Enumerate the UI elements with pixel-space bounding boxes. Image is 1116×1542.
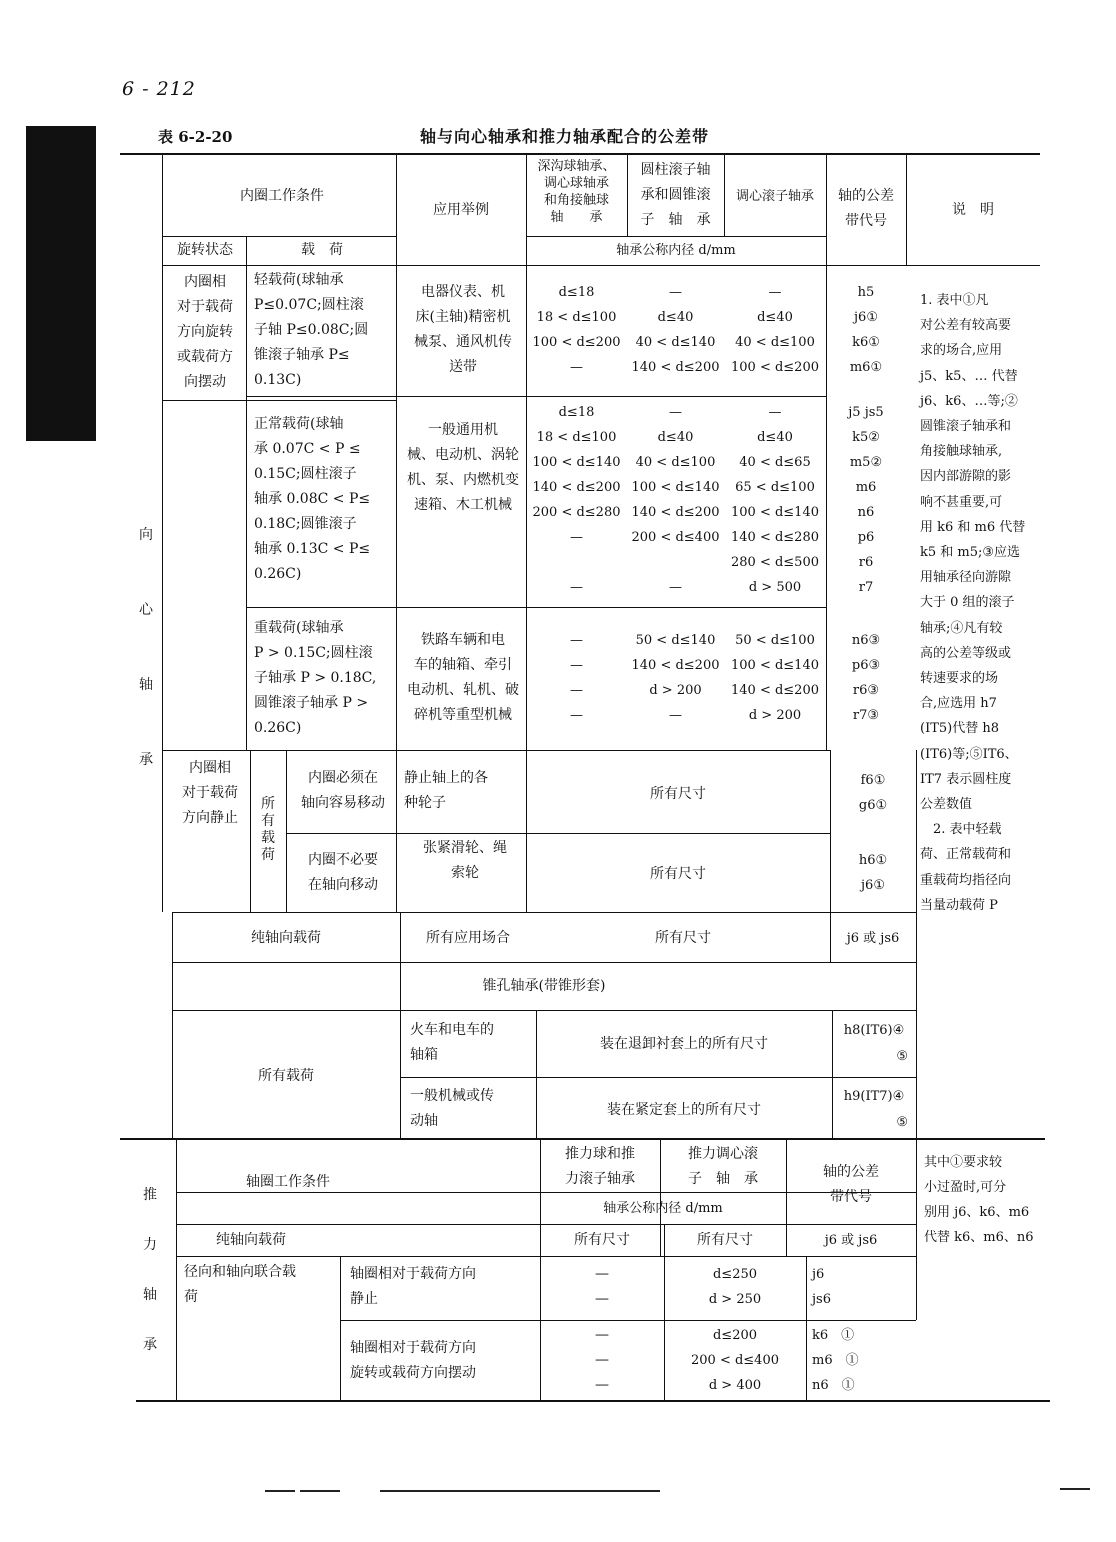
header-notes: 说 明 — [952, 202, 994, 218]
thrust-header-col-ball: 力滚子轴承 — [565, 1171, 635, 1187]
heavy-load-description: P > 0.15C;圆柱滚 — [254, 645, 373, 661]
stationary-move-condition: 内圈必须在 — [308, 770, 378, 786]
stationary-nomove-condition: 在轴向移动 — [308, 877, 378, 893]
rotating-state-label: 对于载荷 — [177, 299, 233, 315]
heavy-tolerance-codes: r6③ — [852, 683, 880, 698]
heavy-load-description: 子轴承 P > 0.18C, — [254, 670, 377, 686]
heavy-load-application: 碎机等重型机械 — [414, 707, 512, 723]
normal-spherical-range: 40 < d≤65 — [739, 455, 811, 470]
radial-notes: 响不甚重要,可 — [920, 494, 1003, 510]
radial-notes: 因内部游隙的影 — [920, 469, 1012, 485]
light-tolerance-codes: m6① — [849, 360, 883, 375]
normal-tolerance-codes: p6 — [857, 530, 875, 545]
thrust-stationary-ball: — — [595, 1266, 609, 1282]
normal-ball-range: 100 < d≤140 — [532, 455, 621, 470]
light-spherical-range: d≤40 — [757, 310, 793, 325]
stationary-state-label: 方向静止 — [182, 810, 238, 826]
tapered-general-sizes: 装在紧定套上的所有尺寸 — [607, 1102, 761, 1118]
light-ball-range: — — [570, 360, 583, 375]
normal-tolerance-codes: r6 — [858, 555, 874, 570]
rule-vertical — [806, 1256, 807, 1400]
normal-roller-range: 40 < d≤100 — [635, 455, 716, 470]
rule-horizontal — [286, 833, 830, 834]
radial-notes: 用轴承径向游隙 — [920, 570, 1012, 586]
normal-load-description: 0.26C) — [254, 566, 302, 582]
heavy-load-description: 重载荷(球轴承 — [254, 620, 344, 636]
normal-spherical-range: 100 < d≤140 — [731, 505, 819, 520]
thrust-pure-axial-spherical: 所有尺寸 — [697, 1232, 753, 1248]
normal-tolerance-codes: m5② — [849, 455, 883, 470]
radial-notes: j5、k5、… 代替 — [920, 368, 1018, 384]
section-label-thrust: 承 — [143, 1337, 157, 1353]
normal-roller-range: 140 < d≤200 — [631, 505, 720, 520]
rule-horizontal — [176, 1224, 916, 1225]
thrust-stationary-condition: 轴圈相对于载荷方向 — [350, 1266, 476, 1282]
normal-ball-range: 200 < d≤280 — [532, 505, 621, 520]
normal-roller-range: d≤40 — [657, 430, 694, 445]
radial-notes: 角接触球轴承, — [920, 444, 1003, 460]
thrust-stationary-condition: 静止 — [350, 1291, 378, 1307]
heavy-ball-range: — — [570, 658, 583, 673]
stationary-nomove-sizes: 所有尺寸 — [650, 866, 706, 882]
light-tolerance-codes: k6① — [852, 335, 880, 350]
stationary-nomove-condition: 内圈不必要 — [308, 852, 378, 868]
table-title: 轴与向心轴承和推力轴承配合的公差带 — [420, 127, 710, 146]
normal-spherical-range: d > 500 — [748, 580, 802, 595]
normal-spherical-range: 140 < d≤280 — [731, 530, 819, 545]
stationary-nomove-codes: j6① — [861, 878, 885, 893]
light-load-description: 轻载荷(球轴承 — [254, 272, 344, 288]
radial-notes: 合,应选用 h7 — [920, 696, 997, 712]
normal-tolerance-codes: n6 — [857, 505, 875, 520]
header-col-roller: 子 轴 承 — [640, 212, 711, 228]
thrust-rotating-ball: — — [595, 1327, 609, 1343]
heavy-roller-range: 140 < d≤200 — [631, 658, 720, 673]
normal-ball-range: — — [570, 580, 583, 595]
scan-artifact — [300, 1490, 340, 1492]
light-ball-range: 18 < d≤100 — [536, 310, 617, 325]
radial-notes: 高的公差等级或 — [920, 645, 1012, 661]
normal-spherical-range: 280 < d≤500 — [731, 555, 819, 570]
thrust-combined-label: 荷 — [184, 1289, 198, 1305]
normal-load-description: 0.15C;圆柱滚子 — [254, 466, 357, 482]
tapered-rail-sizes: 装在退卸衬套上的所有尺寸 — [600, 1036, 768, 1052]
heavy-spherical-range: d > 200 — [748, 708, 802, 723]
rule-horizontal — [136, 1400, 1050, 1402]
thrust-notes: 代替 k6、m6、n6 — [924, 1230, 1034, 1245]
normal-tolerance-codes: j5 js5 — [848, 405, 884, 420]
light-ball-range: d≤18 — [558, 285, 595, 300]
page-number: 6 - 212 — [122, 78, 196, 100]
rotating-state-label: 向摆动 — [184, 374, 226, 390]
normal-roller-range: — — [669, 580, 682, 595]
rotating-state-label: 或载荷方 — [177, 349, 233, 365]
normal-load-description: 承 0.07C < P ≤ — [254, 441, 361, 457]
tapered-general-application: 一般机械或传 — [410, 1088, 494, 1104]
light-roller-range: 40 < d≤140 — [635, 335, 716, 350]
header-col-ball: 深沟球轴承、 — [537, 159, 616, 174]
section-label-radial: 心 — [139, 602, 153, 618]
heavy-roller-range: d > 200 — [649, 683, 702, 698]
stationary-move-condition: 轴向容易移动 — [301, 795, 385, 811]
header-bore-diameter: 轴承公称内径 d/mm — [616, 243, 736, 258]
rule-horizontal — [162, 750, 830, 751]
heavy-spherical-range: 140 < d≤200 — [731, 683, 819, 698]
radial-notes: (IT6)等;⑤IT6、 — [920, 746, 1018, 762]
light-load-application: 械泵、通风机传 — [414, 334, 512, 350]
tapered-all-loads: 所有载荷 — [258, 1068, 314, 1084]
section-label-radial: 向 — [139, 527, 153, 543]
rule-vertical — [286, 750, 287, 912]
stationary-move-application: 种轮子 — [404, 795, 446, 811]
rule-horizontal — [176, 1256, 916, 1257]
radial-notes: 求的场合,应用 — [920, 343, 1003, 359]
thrust-rotating-condition: 旋转或载荷方向摆动 — [350, 1365, 476, 1381]
rule-vertical — [162, 153, 163, 912]
section-label-thrust: 力 — [143, 1237, 157, 1253]
radial-notes: 用 k6 和 m6 代替 — [920, 519, 1026, 535]
heavy-tolerance-codes: n6③ — [851, 633, 881, 648]
rule-horizontal — [340, 1320, 916, 1321]
thrust-rotating-codes: n6 ① — [812, 1378, 855, 1393]
stationary-nomove-codes: h6① — [858, 853, 888, 868]
tapered-general-code: h9(IT7)④ — [843, 1089, 905, 1104]
radial-notes: 重载荷均指径向 — [920, 872, 1012, 888]
heavy-ball-range: — — [570, 633, 583, 648]
radial-notes: j6、k6、…等;② — [920, 393, 1018, 409]
light-roller-range: 140 < d≤200 — [631, 360, 720, 375]
thrust-header-bore-diameter: 轴承公称内径 d/mm — [603, 1201, 723, 1216]
normal-ball-range: d≤18 — [558, 405, 595, 420]
header-load: 载 荷 — [301, 242, 343, 258]
normal-load-description: 轴承 0.08C < P≤ — [254, 491, 371, 507]
tapered-general-application: 动轴 — [410, 1113, 438, 1129]
radial-notes: 对公差有较高要 — [920, 318, 1012, 334]
light-spherical-range: 100 < d≤200 — [731, 360, 819, 375]
radial-notes: 2. 表中轻载 — [920, 822, 1002, 838]
rule-horizontal — [246, 607, 826, 608]
rule-horizontal — [162, 236, 396, 237]
scan-artifact — [265, 1490, 295, 1492]
header-inner-ring-condition: 内圈工作条件 — [240, 188, 324, 204]
thrust-header-ring-condition: 轴圈工作条件 — [246, 1174, 330, 1190]
stationary-state-label: 内圈相 — [189, 760, 231, 776]
heavy-ball-range: — — [570, 708, 583, 723]
thrust-notes: 小过盈时,可分 — [924, 1180, 1007, 1195]
stationary-nomove-application: 索轮 — [451, 865, 479, 881]
stationary-move-codes: f6① — [860, 773, 886, 788]
light-spherical-range: — — [768, 285, 782, 300]
header-tolerance-code: 带代号 — [845, 213, 887, 229]
margin-black-bar — [26, 126, 96, 441]
light-ball-range: 100 < d≤200 — [532, 335, 621, 350]
thrust-pure-axial-ball: 所有尺寸 — [574, 1232, 630, 1248]
thrust-rotating-spherical: d≤200 — [712, 1328, 758, 1343]
heavy-load-description: 圆锥滚子轴承 P > — [254, 695, 369, 711]
stationary-state-label: 对于载荷 — [182, 785, 238, 801]
light-spherical-range: 40 < d≤100 — [735, 335, 815, 350]
thrust-pure-axial-label: 纯轴向载荷 — [216, 1232, 286, 1248]
pure-axial-label: 纯轴向载荷 — [251, 930, 321, 946]
thrust-header-tolerance-code: 轴的公差 — [823, 1164, 879, 1180]
tapered-general-code-mark: ⑤ — [896, 1115, 908, 1130]
light-load-description: P≤0.07C;圆柱滚 — [254, 297, 364, 313]
rotating-state-label: 内圈相 — [184, 274, 226, 290]
light-roller-range: d≤40 — [657, 310, 694, 325]
rule-vertical — [916, 1138, 917, 1320]
thrust-header-col-spherical: 推力调心滚 — [688, 1146, 758, 1162]
normal-roller-range: 200 < d≤400 — [631, 530, 720, 545]
heavy-load-application: 车的轴箱、牵引 — [414, 657, 512, 673]
normal-roller-range: 100 < d≤140 — [631, 480, 720, 495]
normal-roller-range: — — [669, 405, 682, 420]
scan-artifact — [380, 1490, 660, 1492]
rule-horizontal — [400, 1077, 916, 1078]
normal-tolerance-codes: k5② — [852, 430, 880, 445]
light-roller-range: — — [669, 285, 682, 300]
thrust-stationary-codes: js6 — [812, 1292, 831, 1307]
normal-tolerance-codes: m6 — [855, 480, 877, 495]
thrust-pure-axial-code: j6 或 js6 — [824, 1233, 878, 1248]
rule-horizontal — [172, 912, 916, 913]
section-label-thrust: 轴 — [143, 1287, 157, 1303]
rule-vertical — [246, 236, 247, 750]
header-col-spherical: 调心滚子轴承 — [735, 189, 814, 204]
header-rotation-state: 旋转状态 — [177, 242, 233, 258]
normal-load-application: 械、电动机、涡轮 — [407, 447, 519, 463]
thrust-notes: 其中①要求较 — [924, 1155, 1003, 1170]
rule-horizontal — [536, 1192, 786, 1193]
radial-notes: IT7 表示圆柱度 — [920, 771, 1012, 787]
heavy-tolerance-codes: r7③ — [852, 708, 880, 723]
radial-notes: 轴承;④凡有较 — [920, 620, 1003, 636]
light-tolerance-codes: h5 — [857, 285, 875, 300]
section-label-radial: 轴 — [139, 677, 153, 693]
thrust-combined-label: 径向和轴向联合载 — [184, 1264, 296, 1280]
light-load-description: 锥滚子轴承 P≤ — [254, 347, 350, 363]
section-label-thrust: 推 — [143, 1187, 157, 1203]
thrust-header-col-ball: 推力球和推 — [565, 1146, 635, 1162]
thrust-stationary-spherical: d > 250 — [708, 1292, 762, 1307]
thrust-header-col-spherical: 子 轴 承 — [688, 1171, 758, 1187]
header-col-ball: 轴 承 — [550, 210, 603, 225]
radial-notes: (IT5)代替 h8 — [920, 721, 999, 737]
rule-horizontal — [120, 153, 1040, 155]
radial-notes: 大于 0 组的滚子 — [920, 595, 1015, 611]
radial-notes: 荷、正常载荷和 — [920, 847, 1012, 863]
normal-load-description: 轴承 0.13C < P≤ — [254, 541, 371, 557]
normal-spherical-range: 65 < d≤100 — [735, 480, 815, 495]
radial-notes: 转速要求的场 — [920, 671, 999, 686]
radial-notes: k5 和 m5;③应选 — [920, 545, 1021, 560]
normal-ball-range: — — [570, 530, 583, 545]
heavy-roller-range: 50 < d≤140 — [635, 633, 716, 648]
rule-horizontal — [246, 396, 826, 397]
normal-spherical-range: d≤40 — [757, 430, 793, 445]
thrust-rotating-codes: k6 ① — [812, 1328, 855, 1343]
light-tolerance-codes: j6① — [854, 310, 878, 325]
all-loads-vertical: 有 — [261, 813, 275, 829]
stationary-nomove-application: 张紧滑轮、绳 — [423, 840, 507, 856]
rule-horizontal — [162, 400, 396, 401]
thrust-header-tolerance-code: 带代号 — [830, 1189, 872, 1205]
header-tolerance-code: 轴的公差 — [838, 188, 894, 204]
all-loads-vertical: 荷 — [261, 847, 275, 863]
rule-horizontal — [526, 236, 826, 237]
heavy-load-application: 电动机、轧机、破 — [407, 682, 519, 698]
pure-axial-sizes: 所有尺寸 — [655, 930, 711, 946]
rule-horizontal — [172, 1010, 916, 1011]
light-load-application: 床(主轴)精密机 — [415, 309, 511, 325]
normal-load-description: 正常载荷(球轴 — [254, 416, 344, 432]
heavy-roller-range: — — [669, 708, 682, 723]
pure-axial-application: 所有应用场合 — [426, 930, 510, 946]
tapered-rail-application: 轴箱 — [410, 1047, 438, 1063]
tapered-rail-code: h8(IT6)④ — [843, 1023, 905, 1038]
radial-notes: 圆锥滚子轴承和 — [920, 419, 1012, 434]
normal-load-application: 机、泵、内燃机变 — [407, 472, 519, 488]
normal-load-application: 一般通用机 — [428, 422, 498, 438]
stationary-move-sizes: 所有尺寸 — [650, 786, 706, 802]
thrust-stationary-spherical: d≤250 — [712, 1267, 758, 1282]
all-loads-vertical: 载 — [261, 830, 275, 846]
thrust-stationary-codes: j6 — [812, 1267, 825, 1282]
rule-horizontal — [172, 962, 916, 963]
heavy-load-description: 0.26C) — [254, 720, 302, 736]
scan-artifact — [1060, 1488, 1090, 1490]
normal-ball-range: 18 < d≤100 — [536, 430, 617, 445]
tapered-rail-code-mark: ⑤ — [896, 1049, 908, 1064]
radial-notes: 当量动载荷 P — [920, 897, 998, 913]
rule-vertical — [916, 750, 917, 1138]
tapered-bore-title: 锥孔轴承(带锥形套) — [482, 978, 606, 994]
rule-horizontal — [162, 265, 1040, 266]
thrust-stationary-ball: — — [595, 1291, 609, 1307]
normal-load-description: 0.18C;圆锥滚子 — [254, 516, 357, 532]
light-load-application: 电器仪表、机 — [421, 284, 505, 300]
heavy-tolerance-codes: p6③ — [851, 658, 881, 673]
light-load-application: 送带 — [449, 359, 477, 375]
radial-notes: 1. 表中①凡 — [920, 293, 989, 308]
light-load-description: 子轴 P≤0.08C;圆 — [254, 322, 369, 338]
pure-axial-code: j6 或 js6 — [846, 931, 900, 946]
header-col-ball: 调心球轴承 — [543, 176, 609, 191]
light-load-description: 0.13C) — [254, 372, 302, 388]
header-application: 应用举例 — [433, 202, 489, 218]
normal-tolerance-codes: r7 — [858, 580, 874, 595]
header-col-ball: 和角接触球 — [543, 193, 609, 208]
table-number: 表 6-2-20 — [158, 128, 233, 146]
stationary-move-codes: g6① — [858, 798, 888, 813]
heavy-ball-range: — — [570, 683, 583, 698]
thrust-rotating-codes: m6 ① — [812, 1353, 859, 1368]
normal-spherical-range: — — [768, 405, 782, 420]
thrust-rotating-spherical: d > 400 — [708, 1378, 762, 1393]
thrust-rotating-ball: — — [595, 1352, 609, 1368]
heavy-spherical-range: 50 < d≤100 — [735, 633, 815, 648]
header-col-roller: 圆柱滚子轴 — [640, 162, 711, 178]
normal-load-application: 速箱、木工机械 — [414, 497, 512, 513]
thrust-notes: 别用 j6、k6、m6 — [924, 1205, 1030, 1220]
heavy-load-application: 铁路车辆和电 — [421, 632, 505, 648]
radial-notes: 公差数值 — [920, 797, 973, 812]
rotating-state-label: 方向旋转 — [177, 324, 233, 340]
header-col-roller: 承和圆锥滚 — [640, 187, 711, 203]
normal-ball-range: 140 < d≤200 — [532, 480, 621, 495]
thrust-rotating-condition: 轴圈相对于载荷方向 — [350, 1340, 476, 1356]
thrust-rotating-ball: — — [595, 1377, 609, 1393]
thrust-rotating-spherical: 200 < d≤400 — [691, 1353, 779, 1368]
rule-horizontal — [120, 1138, 1045, 1140]
all-loads-vertical: 所 — [261, 796, 275, 812]
heavy-spherical-range: 100 < d≤140 — [731, 658, 819, 673]
rule-vertical — [340, 1256, 341, 1400]
stationary-move-application: 静止轴上的各 — [404, 770, 488, 786]
section-label-radial: 承 — [139, 752, 153, 768]
tapered-rail-application: 火车和电车的 — [410, 1022, 494, 1038]
